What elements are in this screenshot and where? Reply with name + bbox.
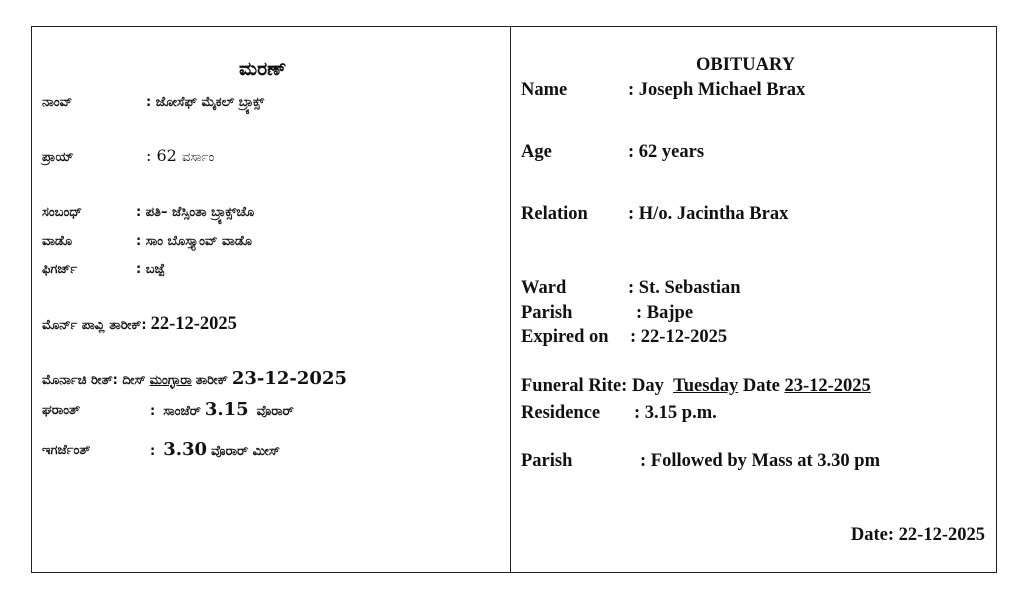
kannada-church-post: ವೊರಾರ್ ಮೀಸ್ bbox=[211, 444, 280, 459]
kannada-ward-label: ವಾಡೊ bbox=[42, 234, 73, 249]
kannada-residence-line bbox=[150, 399, 294, 420]
english-parish-value: : Bajpe bbox=[636, 303, 694, 323]
kannada-church-time: 3.30 bbox=[163, 439, 208, 460]
english-expired-label: Expired on bbox=[521, 327, 609, 347]
english-name-value: : Joseph Michael Brax bbox=[628, 80, 806, 100]
kannada-church-line bbox=[150, 439, 280, 460]
english-footer-date: Date: 22-12-2025 bbox=[850, 525, 985, 545]
kannada-ward-value: : ಸಾಂ ಬೊಸ್ತ್ಯಾಂವ್ ವಾಡೊ bbox=[136, 234, 252, 249]
english-funeral-prefix: Funeral Rite: Day bbox=[521, 376, 664, 396]
kannada-name-label: ನಾಂವ್ bbox=[42, 95, 73, 110]
kannada-residence-post: ವೊರಾರ್ bbox=[256, 404, 294, 419]
kannada-death-date-value: 22-12-2025 bbox=[150, 314, 237, 334]
kannada-relation-label: ಸಂಬಂಧ್ bbox=[42, 205, 82, 220]
english-name-label: Name bbox=[521, 80, 568, 100]
kannada-name-value: : ಜೋಸೆಫ್ ಮೈಕಲ್ ಬ್ರ್ಯಾಕ್ಸ್ bbox=[146, 95, 265, 110]
english-ward-value: : St. Sebastian bbox=[628, 278, 741, 298]
kannada-age-line bbox=[146, 146, 214, 165]
kannada-church-label: ಇಗರ್ಜೆಂತ್ bbox=[42, 443, 91, 458]
english-funeral-date: 23-12-2025 bbox=[784, 376, 871, 396]
kannada-parish-label: ಫಿಗರ್ಜ್ bbox=[42, 262, 78, 277]
column-divider bbox=[510, 26, 511, 573]
kannada-funeral-date-label: ತಾರೀಕ್ bbox=[195, 373, 228, 388]
kannada-age-value: 62 bbox=[156, 146, 177, 165]
english-age-value: : 62 years bbox=[628, 142, 705, 162]
english-funeral-day: Tuesday bbox=[673, 376, 739, 396]
kannada-residence-colon: : bbox=[150, 404, 156, 419]
kannada-parish-value: : ಬಜ್ಪೆ bbox=[136, 262, 165, 277]
kannada-funeral-line bbox=[42, 368, 347, 389]
english-relation-label: Relation bbox=[521, 204, 588, 224]
english-residence-label: Residence bbox=[521, 403, 601, 423]
kannada-death-date-label: ಮೊರ್ನ್ ಪಾವ್ಲಿ ತಾರೀಕ್: bbox=[42, 318, 147, 333]
english-funeral-line bbox=[521, 376, 871, 397]
kannada-funeral-day: ಮಂಗ್ಳಾರಾ bbox=[149, 373, 192, 388]
english-title: OBITUARY bbox=[696, 55, 796, 75]
kannada-age-colon: : bbox=[146, 146, 152, 165]
kannada-relation-value: : ಪತಿ– ಜೆಸ್ಸಿಂತಾ ಬ್ರ್ಯಾಕ್ಸ್‌ಚೊ bbox=[136, 205, 255, 220]
kannada-age-label: ಪ್ರಾಯ್ bbox=[42, 150, 74, 165]
english-relation-value: : H/o. Jacintha Brax bbox=[628, 204, 789, 224]
english-parish2-label: Parish bbox=[521, 451, 573, 471]
english-residence-value: : 3.15 p.m. bbox=[634, 403, 717, 423]
kannada-funeral-date: 23-12-2025 bbox=[231, 368, 347, 389]
english-expired-value: : 22-12-2025 bbox=[630, 327, 728, 347]
kannada-residence-pre: ಸಾಂಜೆರ್ bbox=[163, 404, 201, 419]
kannada-death-line bbox=[42, 314, 237, 335]
english-funeral-date-label: Date bbox=[742, 376, 780, 396]
english-ward-label: Ward bbox=[521, 278, 567, 298]
english-parish2-value: : Followed by Mass at 3.30 pm bbox=[640, 451, 880, 471]
english-age-label: Age bbox=[521, 142, 552, 162]
english-parish-label: Parish bbox=[521, 303, 573, 323]
kannada-residence-time: 3.15 bbox=[204, 399, 249, 420]
kannada-funeral-label: ಮೊರ್ನಾಚಿ ರೀತ್: ದೀಸ್ bbox=[42, 373, 146, 388]
kannada-church-colon: : bbox=[150, 444, 156, 459]
kannada-age-unit: ವರ್ಸಾಂ bbox=[181, 150, 215, 165]
kannada-residence-label: ಘರಾಂತ್ bbox=[42, 403, 81, 418]
kannada-title: ಮರಣ್ bbox=[239, 58, 287, 80]
